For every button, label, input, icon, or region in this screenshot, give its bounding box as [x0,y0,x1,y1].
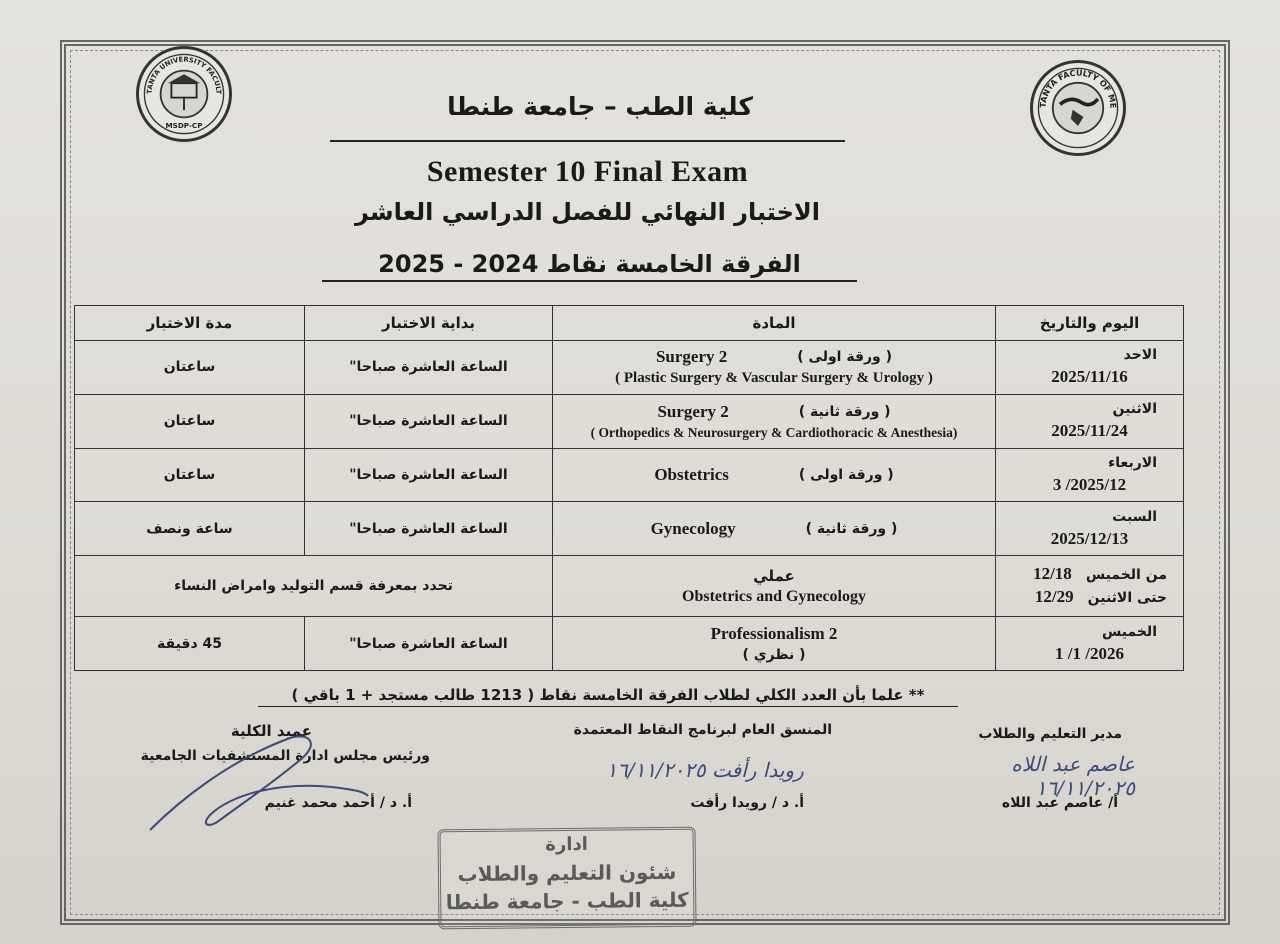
stamp-line-3: كلية الطب - جامعة طنطا [445,887,689,915]
faculty-logo [1030,60,1126,156]
day-name: الاثنين [1112,401,1157,418]
subject-name: Obstetrics [654,464,729,484]
exam-title-en: Semester 10 Final Exam [426,155,749,188]
exam-title-ar: الاختبار النهائي للفصل الدراسي العاشر [355,198,820,226]
day-cell [996,394,1184,448]
year-title: الفرقة الخامسة نقاط 2024 - 2025 [322,250,857,282]
table-row [75,617,1184,671]
subject-name: Obstetrics and Gynecology [682,587,866,605]
table-row [75,394,1184,448]
table-header-row [75,306,1184,341]
start-time: الساعة العاشرة صباحا" [305,394,553,448]
subject-name: Professionalism 2 [710,624,838,644]
range-to-date: 12/29 [1034,587,1074,607]
dean-name: أ. د / أحمد محمد غنيم [264,795,412,811]
range-to: حتى الاثنين [1087,590,1167,607]
day-name: الخميس [1101,623,1157,640]
logo-text: TANTA UNIVERSITY FACULT [145,55,223,95]
duration: ساعتان [75,394,305,448]
subject-cell [553,448,996,502]
range-from-date: 12/18 [1033,564,1072,584]
logo-subtext: MSDP-CP [165,121,203,131]
day-name: السبت [1112,508,1157,525]
day-cell [996,448,1184,502]
practical-label: عملي [753,566,795,585]
stamp-line-1: ادارة [545,833,589,856]
paper-label: ( ورقة اولى ) [797,349,893,366]
office-stamp [437,827,696,930]
faculty-title: كلية الطب – جامعة طنطا [447,92,753,121]
paper-label: ( ورقة ثانية ) [805,520,898,537]
subject-cell [553,617,996,671]
university-logo [136,46,232,142]
coordinator-name: أ. د / رويدا رأفت [690,795,804,811]
students-note: ** علما بأن العدد الكلي لطلاب الفرقة الخامسة نقاط ( 1213 طالب مستجد + 1 باقي ) [258,686,958,707]
start-time: الساعة العاشرة صباحا" [305,448,553,502]
subject-detail: ( Plastic Surgery & Vascular Surgery & Urology ) [615,370,933,387]
dean-title-2: ورئيس مجلس ادارة المستشفيات الجامعية [140,748,430,764]
start-time: الساعة العاشرة صباحا" [305,502,553,556]
range-from: من الخميس [1085,567,1167,584]
header-duration: مدة الاختبار [75,306,305,341]
table-row [75,502,1184,556]
exam-date: 2025/11/16 [1051,367,1128,387]
header-day: اليوم والتاريخ [996,306,1184,341]
subject-detail: ( Orthopedics & Neurosurgery & Cardiothoracic & Anesthesia) [590,424,958,440]
start-time: الساعة العاشرة صباحا" [305,617,553,671]
title-underline [330,140,845,142]
day-cell [996,341,1184,395]
subject-name: Gynecology [650,518,736,538]
exam-date: 2026/ 1/ 1 [1055,643,1124,663]
day-name: الاحد [1123,347,1157,364]
exam-schedule-table [74,305,1184,671]
subject-cell [553,341,996,395]
exam-date: 2025/11/24 [1051,421,1128,441]
subject-name: Surgery 2 [657,401,729,421]
director-name: أ/ عاصم عبد اللاه [1001,795,1118,811]
paper-label: ( نظري ) [742,647,806,664]
dean-title: عميد الكلية [230,722,312,740]
paper-label: ( ورقة ثانية ) [798,403,891,420]
paper-label: ( ورقة اولى ) [798,466,894,483]
coordinator-title: المنسق العام لبرنامج النقاط المعتمدة [573,722,832,738]
exam-date: 2025/12/ 3 [1052,474,1127,494]
university-emblem-icon [139,49,229,139]
duration: ساعة ونصف [75,502,305,556]
table-row [75,448,1184,502]
day-name: الاربعاء [1108,454,1157,471]
coordinator-handwriting: رويدا رأفت ١٦/١١/٢٠٢٥ [606,758,804,782]
day-cell [996,617,1184,671]
subject-name: Surgery 2 [655,347,728,367]
dean-signature-scribble [140,730,370,840]
table-row [75,556,1184,617]
subject-cell [553,394,996,448]
logo-text: TANTA FACULTY OF ME [1037,67,1119,109]
faculty-emblem-icon [1033,63,1123,153]
duration: ساعتان [75,448,305,502]
exam-date: 2025/12/13 [1050,528,1129,548]
merged-note: تحدد بمعرفة قسم التوليد وامراض النساء [75,556,553,617]
stamp-line-2: شئون التعليم والطلاب [457,859,677,887]
subject-cell [553,502,996,556]
director-title: مدير التعليم والطلاب [978,726,1122,742]
subject-cell [553,556,996,617]
day-range-cell [996,556,1184,617]
header-start: بداية الاختبار [305,306,553,341]
start-time: الساعة العاشرة صباحا" [305,341,553,395]
header-subject: المادة [553,306,996,341]
table-row [75,341,1184,395]
day-cell [996,502,1184,556]
duration: ساعتان [75,341,305,395]
director-handwriting: عاصم عبد اللاه ١٦/١١/٢٠٢٥ [1011,752,1135,800]
duration: 45 دقيقة [75,617,305,671]
